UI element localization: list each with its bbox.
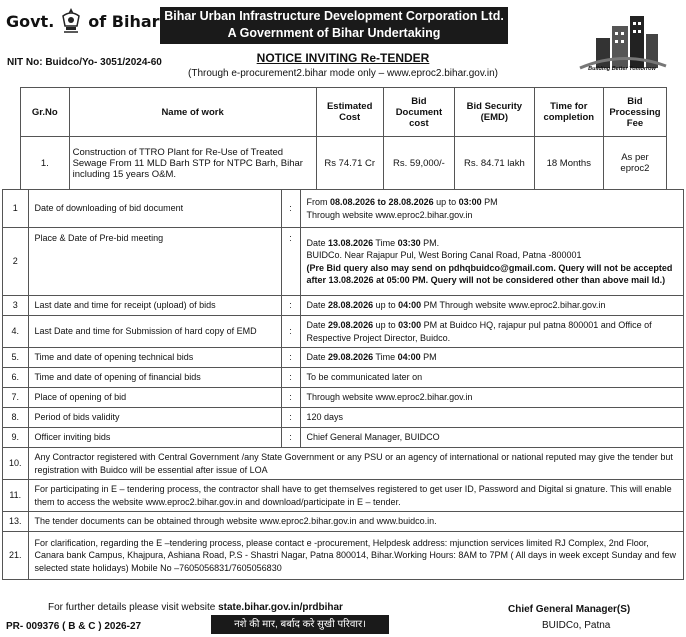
value-date: 29.08.2026 — [328, 352, 374, 363]
value-text: Date — [306, 320, 329, 330]
value-time: 03:30 — [397, 237, 421, 248]
org-subtitle: A Government of Bihar Undertaking — [227, 26, 441, 40]
value-date: 29.08.2026 — [328, 320, 374, 330]
work-table-header — [21, 88, 667, 137]
row-number: 3 — [3, 296, 29, 316]
row-number: 1 — [3, 190, 29, 228]
row-colon: : — [281, 388, 300, 408]
header-cell: Bid Document cost — [383, 88, 454, 137]
value-text: up to — [433, 197, 459, 207]
row-label: Period of bids validity — [28, 408, 281, 428]
value-date: 08.08.2026 to 28.08.2026 — [330, 197, 434, 207]
row-value — [300, 316, 683, 348]
row-value — [300, 228, 683, 296]
signatory-title: Chief General Manager(S) — [508, 604, 631, 615]
row-colon: : — [281, 296, 300, 316]
table-cell: As per eproc2 — [603, 137, 666, 190]
table-row — [3, 296, 684, 316]
row-number: 11. — [3, 480, 29, 512]
header-cell: Gr.No — [21, 88, 70, 137]
row-value — [300, 296, 683, 316]
table-cell: 18 Months — [534, 137, 603, 190]
row-note: For participating in E – tendering process, the contractor shall have to get themselves registered to get user ID, Password and Digital si gnature. This will enable them to access the website www.eproc2.bihar.gov.in and download/participate in E – tender. — [28, 480, 683, 512]
row-label: Time and date of opening technical bids — [28, 348, 281, 368]
header-cell: Bid Processing Fee — [603, 88, 666, 137]
header-cell: Name of work — [69, 88, 316, 137]
row-number: 5. — [3, 348, 29, 368]
logo-caption: Building Better Tomorrow — [588, 66, 656, 72]
value-text: up to — [373, 300, 399, 311]
table-cell: Construction of TTRO Plant for Re-Use of Treated Sewage From 11 MLD Barh STP for NTPC Barh, Bihar including 15 years O&M. — [69, 137, 316, 190]
row-colon: : — [281, 190, 300, 228]
value-text: PM at Buidco HQ, rajapur pul patna 800001 and Office of Respective Project Director, Buidco. — [306, 320, 652, 343]
table-cell: Rs. 59,000/- — [383, 137, 454, 190]
value-text: BUIDCo. Near Rajapur Pul, West Boring Canal Road, Patna -800001 — [306, 250, 582, 260]
table-row — [3, 408, 684, 428]
table-cell: Rs 74.71 Cr — [316, 137, 383, 190]
signatory-org: BUIDCo, Patna — [542, 620, 611, 631]
row-label: Last Date and time for Submission of hard copy of EMD — [28, 316, 281, 348]
table-row — [3, 532, 684, 580]
row-label: Time and date of opening of financial bids — [28, 368, 281, 388]
value-text: Date — [306, 237, 329, 248]
row-number: 10. — [3, 448, 29, 480]
value-text: PM Through website www.eproc2.bihar.gov.in — [421, 300, 606, 311]
pr-number: PR- 009376 ( B & C ) 2026-27 — [6, 621, 142, 632]
table-row — [3, 316, 684, 348]
row-colon: : — [281, 348, 300, 368]
value-text: PM. — [420, 237, 440, 248]
row-colon: : — [281, 316, 300, 348]
value-note: (Pre Bid query also may send on pdhqbuidco@gmail.com. Query will not be accepted after 13.08.2026 at 05:00 PM. Query will not be considered other than above mail Id.) — [306, 262, 673, 285]
value-time: 04:00 — [398, 300, 422, 311]
table-row — [3, 448, 684, 480]
state-emblem-icon — [58, 6, 84, 36]
row-colon: : — [281, 408, 300, 428]
row-note: Any Contractor registered with Central Government /any State Government or any PSU or an agency of international or national reputed may give the tender but registration with Buidco will be essential after issue of LOA — [28, 448, 683, 480]
value-text: Date — [306, 352, 329, 363]
row-note: For clarification, regarding the E –tendering process, please contact e -procurement, Helpdesk address: mjunction services limited RJ Complex, 2nd Floor, Canara bank Campus, Khajpura, Ashiana Road, P.S - Shastri Nagar, Patna 800014, Bihar.Working Hours: 8AM to 7PM ( All days in week except Sunday and few selected state holidays) Mobile No –7605056831/7605056830 — [28, 532, 683, 580]
tender-schedule-table — [2, 189, 684, 580]
org-banner — [160, 7, 508, 44]
value-text: PM — [481, 197, 498, 207]
row-number: 6. — [3, 368, 29, 388]
nit-number: NIT No: Buidco/Yo- 3051/2024-60 — [7, 57, 162, 68]
row-number: 9. — [3, 428, 29, 448]
value-text: PM — [420, 352, 437, 363]
work-details-table — [20, 87, 667, 190]
details-line — [48, 602, 343, 613]
table-row — [3, 480, 684, 512]
value-time: 04:00 — [397, 352, 421, 363]
row-label: Place of opening of bid — [28, 388, 281, 408]
row-label: Officer inviting bids — [28, 428, 281, 448]
row-label: Date of downloading of bid document — [28, 190, 281, 228]
value-text: up to — [373, 320, 399, 330]
row-number: 7. — [3, 388, 29, 408]
notice-title: NOTICE INVITING Re-TENDER — [256, 51, 430, 65]
table-cell: Rs. 84.71 lakh — [455, 137, 535, 190]
value-text: From — [306, 197, 331, 207]
row-colon: : — [281, 428, 300, 448]
govt-of-bihar-logo — [6, 6, 160, 36]
header-cell: Bid Security (EMD) — [455, 88, 535, 137]
table-row — [3, 428, 684, 448]
details-prefix: For further details please visit website — [48, 602, 219, 613]
table-cell: 1. — [21, 137, 70, 190]
govt-prefix: Govt. — [6, 11, 55, 31]
value-text: Time — [373, 352, 398, 363]
notice-subtitle: (Through e-procurement2.bihar mode only – www.eproc2.bihar.gov.in) — [188, 68, 498, 79]
row-colon: : — [281, 228, 300, 296]
row-number: 13. — [3, 512, 29, 532]
row-value: Chief General Manager, BUIDCO — [300, 428, 683, 448]
header-cell: Estimated Cost — [316, 88, 383, 137]
table-row — [3, 228, 684, 296]
org-name: Bihar Urban Infrastructure Development Corporation Ltd. — [164, 9, 504, 23]
table-row — [3, 190, 684, 228]
value-date: 13.08.2026 — [328, 237, 374, 248]
row-number: 8. — [3, 408, 29, 428]
row-value — [300, 348, 683, 368]
value-text: Through website www.eproc2.bihar.gov.in — [306, 209, 473, 220]
table-row — [21, 137, 667, 190]
value-text: Time — [373, 237, 398, 248]
row-value — [300, 190, 683, 228]
row-number: 21. — [3, 532, 29, 580]
anti-drug-slogan: नशे की मार, बर्बाद करे सुखी परिवार। — [211, 615, 389, 634]
row-number: 2 — [3, 228, 29, 296]
row-label: Last date and time for receipt (upload) of bids — [28, 296, 281, 316]
row-value: Through website www.eproc2.bihar.gov.in — [300, 388, 683, 408]
row-number: 4. — [3, 316, 29, 348]
value-time: 03:00 — [458, 197, 482, 207]
govt-suffix: of Bihar — [88, 11, 160, 31]
value-time: 03:00 — [398, 320, 422, 330]
row-value: 120 days — [300, 408, 683, 428]
notice-header — [0, 0, 686, 96]
table-row — [3, 512, 684, 532]
table-row — [3, 348, 684, 368]
value-date: 28.08.2026 — [328, 300, 374, 311]
table-row — [3, 368, 684, 388]
row-colon: : — [281, 368, 300, 388]
table-row — [3, 388, 684, 408]
header-cell: Time for completion — [534, 88, 603, 137]
details-website-link[interactable]: state.bihar.gov.in/prdbihar — [218, 602, 343, 613]
row-note: The tender documents can be obtained through website www.eproc2.bihar.gov.in and www.buidco.in. — [28, 512, 683, 532]
row-value: To be communicated later on — [300, 368, 683, 388]
row-label: Place & Date of Pre-bid meeting — [28, 228, 281, 296]
value-text: Date — [306, 300, 329, 311]
